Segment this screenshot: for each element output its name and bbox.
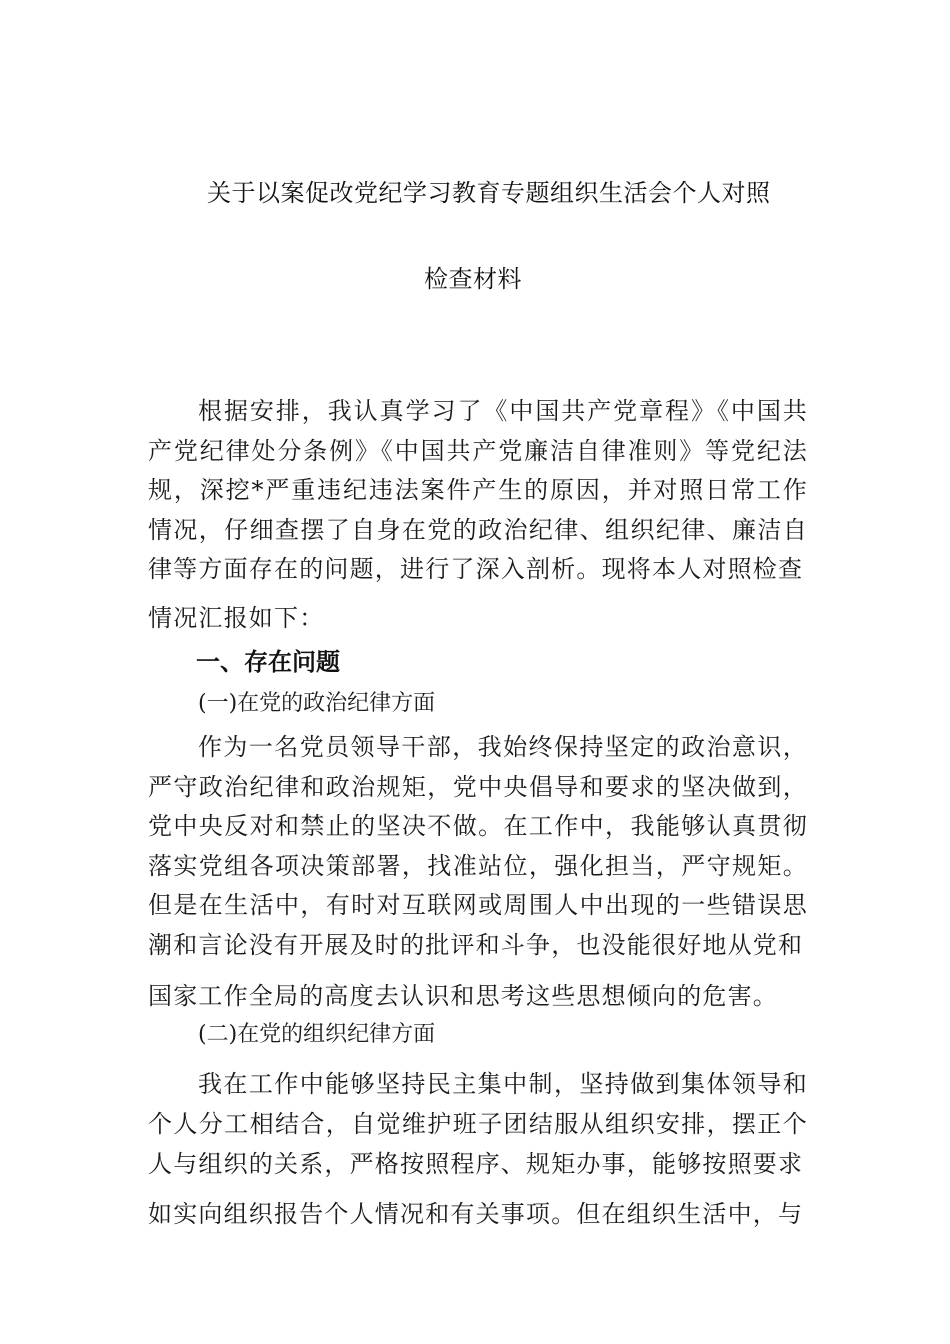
section-heading-problems: 一、存在问题 [196, 648, 340, 676]
political-discipline-paragraph: 作为一名党员领导干部，我始终保持坚定的政治意识，严守政治纪律和政治规矩，党中央倡导和要求的坚决做到，党中央反对和禁止的坚决不做。在工作中，我能够认真贯彻落实党组各项决策部署，找准站位，强化担当，严守规矩。但是在生活中，有时对互联网或周围人中出现的一些错误思潮和言论没有开展及时的批评和斗争，也没能很好地从党和 [148, 733, 808, 959]
political-discipline-paragraph-end: 国家工作全局的高度去认识和思考这些思想倾向的危害。 [148, 982, 778, 1010]
intro-paragraph-end: 情况汇报如下： [148, 604, 325, 632]
subsection-heading-political-discipline: (一)在党的政治纪律方面 [198, 691, 436, 716]
subsection-heading-organizational-discipline: (二)在党的组织纪律方面 [198, 1022, 436, 1047]
document-title-line-1: 关于以案促改党纪学习教育专题组织生活会个人对照 [207, 179, 771, 207]
organizational-discipline-paragraph: 我在工作中能够坚持民主集中制，坚持做到集体领导和个人分工相结合，自觉维护班子团结服从组织安排，摆正个人与组织的关系，严格按照程序、规矩办事，能够按照要求 [148, 1070, 808, 1178]
intro-paragraph: 根据安排，我认真学习了《中国共产党章程》《中国共产党纪律处分条例》《中国共产党廉洁自律准则》等党纪法规，深挖*严重违纪违法案件产生的原因，并对照日常工作情况，仔细查摆了自身在党的政治纪律、组织纪律、廉洁自律等方面存在的问题，进行了深入剖析。现将本人对照检查 [148, 397, 808, 583]
organizational-discipline-paragraph-end: 如实向组织报告个人情况和有关事项。但在组织生活中，与 [148, 1200, 804, 1228]
document-title-line-2: 检查材料 [424, 265, 522, 293]
